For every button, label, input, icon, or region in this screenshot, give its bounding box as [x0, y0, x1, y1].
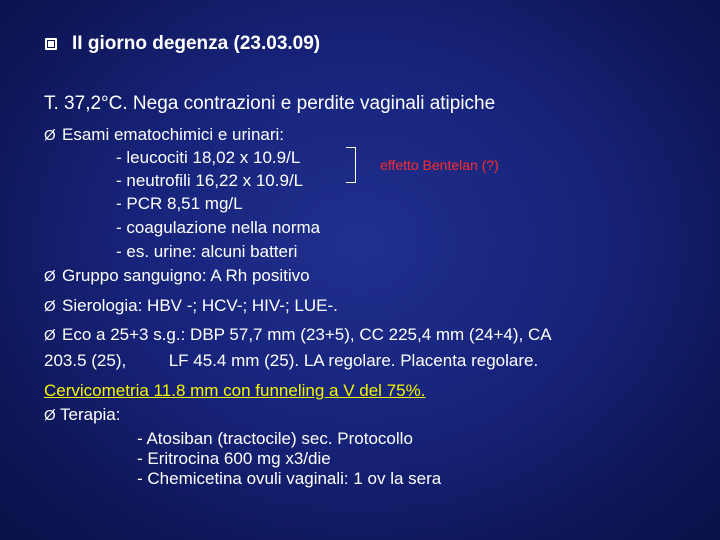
- bracket-icon: [346, 147, 356, 183]
- exams-heading-row: [44, 125, 284, 145]
- serology: Sierologia: HBV -; HCV-; HIV-; LUE-.: [62, 296, 338, 315]
- therapy-heading: Terapia:: [60, 405, 121, 424]
- slide-subtitle: T. 37,2°C. Nega contrazioni e perdite vaginali atipiche: [44, 93, 496, 114]
- exam-item: - es. urine: alcuni batteri: [116, 242, 298, 261]
- serology-row: [44, 296, 338, 316]
- checkbox-bullet-icon: [45, 38, 57, 50]
- bentelan-note: effetto Bentelan (?): [380, 157, 499, 173]
- echo-line1: Eco a 25+3 s.g.: DBP 57,7 mm (23+5), CC 225,4 mm (24+4), CA: [62, 325, 552, 344]
- arrow-bullet-icon: Ø: [44, 327, 56, 344]
- exam-item: - coagulazione nella norma: [116, 218, 321, 237]
- cervicometry: Cervicometria 11.8 mm con funneling a V del 75%.: [44, 381, 426, 400]
- exam-item: - PCR 8,51 mg/L: [116, 194, 243, 213]
- therapy-row: [44, 405, 120, 425]
- echo-line2: 203.5 (25), LF 45.4 mm (25). LA regolare. Placenta regolare.: [44, 351, 539, 370]
- exams-heading: Esami ematochimici e urinari:: [62, 125, 285, 144]
- arrow-bullet-icon: Ø: [44, 268, 56, 285]
- exam-item: - neutrofili 16,22 x 10.9/L: [116, 171, 304, 190]
- blood-group-row: [44, 266, 310, 286]
- blood-group: Gruppo sanguigno: A Rh positivo: [62, 266, 310, 285]
- therapy-item: - Eritrocina 600 mg x3/die: [137, 449, 331, 468]
- therapy-item: - Chemicetina ovuli vaginali: 1 ov la sera: [137, 469, 442, 488]
- exam-item: - leucociti 18,02 x 10.9/L: [116, 148, 301, 167]
- arrow-bullet-icon: Ø: [44, 407, 56, 424]
- therapy-item: - Atosiban (tractocile) sec. Protocollo: [137, 429, 413, 448]
- arrow-bullet-icon: Ø: [44, 127, 56, 144]
- slide-title: II giorno degenza (23.03.09): [72, 33, 321, 54]
- arrow-bullet-icon: Ø: [44, 298, 56, 315]
- echo-row: [44, 325, 552, 345]
